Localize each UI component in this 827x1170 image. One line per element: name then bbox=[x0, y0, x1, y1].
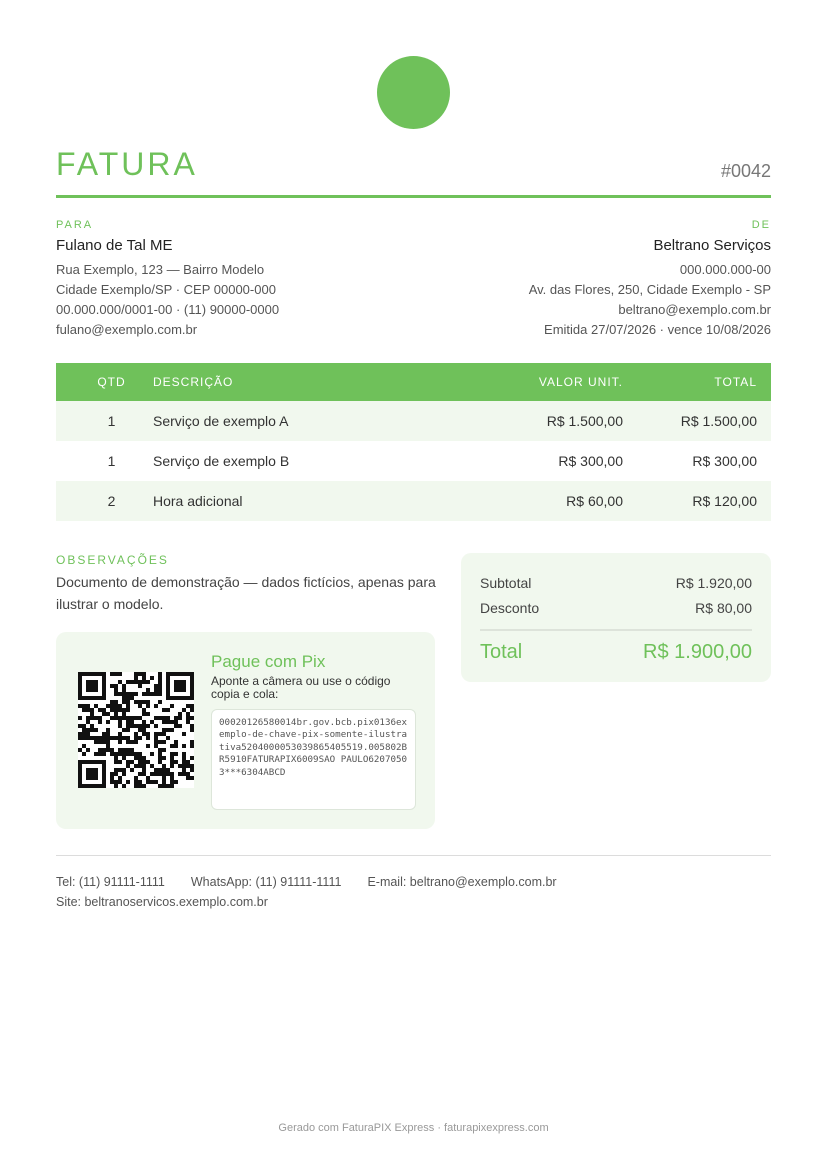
bill-to-name: Fulano de Tal ME bbox=[56, 237, 173, 254]
row-qty: 1 bbox=[56, 401, 153, 441]
footer-divider bbox=[56, 855, 771, 856]
discount-row bbox=[480, 600, 752, 616]
contact-email: E-mail: beltrano@exemplo.com.br bbox=[367, 875, 557, 889]
notes-block bbox=[56, 553, 441, 615]
items-table bbox=[56, 363, 771, 521]
issuer-label: DE bbox=[751, 219, 771, 231]
row-unit-price: R$ 300,00 bbox=[558, 453, 623, 469]
row-total: R$ 300,00 bbox=[692, 453, 757, 469]
row-total: R$ 120,00 bbox=[623, 481, 771, 521]
total-value: R$ 1.900,00 bbox=[643, 641, 752, 663]
pix-title: Pague com Pix bbox=[211, 652, 326, 671]
header-divider bbox=[56, 195, 771, 198]
row-qty: 1 bbox=[107, 453, 116, 469]
qr-code-icon[interactable] bbox=[78, 672, 194, 788]
row-total: R$ 1.500,00 bbox=[623, 401, 771, 441]
row-description: Hora adicional bbox=[153, 481, 463, 521]
row-unit-price: R$ 1.500,00 bbox=[463, 401, 623, 441]
generated-by-footer: Gerado com FaturaPIX Express · faturapixexpress.com bbox=[278, 1122, 549, 1134]
table-header-row bbox=[56, 363, 771, 401]
invoice-title: FATURA bbox=[56, 146, 198, 182]
totals-divider bbox=[480, 629, 752, 631]
row-description: Serviço de exemplo A bbox=[153, 401, 463, 441]
bill-to-block bbox=[56, 219, 376, 340]
subtotal-value: R$ 1.920,00 bbox=[675, 575, 752, 591]
notes-label: OBSERVAÇÕES bbox=[56, 553, 169, 567]
totals-card bbox=[461, 553, 771, 682]
bill-to-label: PARA bbox=[56, 219, 94, 231]
bill-to-email: fulano@exemplo.com.br bbox=[56, 322, 198, 337]
issuer-email: beltrano@exemplo.com.br bbox=[618, 302, 771, 317]
contact-whatsapp: WhatsApp: (11) 91111-1111 bbox=[190, 875, 342, 889]
discount-value: R$ 80,00 bbox=[695, 600, 752, 616]
table-row bbox=[56, 481, 771, 521]
pix-copy-paste-code[interactable]: 00020126580014br.gov.bcb.pix0136exemplo-de-chave-pix-somente-ilustrativa5204000053039865405519.005802BR5910FATURAPIX6009SAO PAULO62070503***6304ABCD bbox=[211, 709, 416, 810]
header-unit-price: VALOR UNIT. bbox=[463, 363, 623, 401]
row-description: Serviço de exemplo B bbox=[153, 453, 290, 469]
subtotal-label: Subtotal bbox=[480, 575, 532, 591]
table-row bbox=[56, 401, 771, 441]
company-logo bbox=[377, 56, 450, 129]
subtotal-row bbox=[480, 575, 752, 591]
issuer-name: Beltrano Serviços bbox=[653, 237, 771, 254]
table-row bbox=[56, 441, 771, 481]
grand-total-row bbox=[480, 641, 752, 664]
contact-phone: Tel: (11) 91111-1111 bbox=[56, 875, 165, 889]
header-description: DESCRIÇÃO bbox=[153, 363, 463, 401]
invoice-number: #0042 bbox=[720, 161, 771, 181]
discount-label: Desconto bbox=[480, 600, 540, 616]
bill-to-document: 00.000.000/0001-00 · (11) 90000-0000 bbox=[56, 302, 280, 317]
row-unit-price: R$ 60,00 bbox=[463, 481, 623, 521]
notes-text: Documento de demonstração — dados fictícios, apenas para ilustrar o modelo. bbox=[56, 574, 436, 612]
bill-to-city: Cidade Exemplo/SP · CEP 00000-000 bbox=[56, 282, 276, 297]
issuer-block bbox=[431, 219, 771, 340]
issuer-address: Av. das Flores, 250, Cidade Exemplo - SP bbox=[528, 282, 771, 297]
issue-due-dates: Emitida 27/07/2026 · vence 10/08/2026 bbox=[544, 322, 771, 337]
pix-payment-card bbox=[56, 632, 435, 829]
pix-instructions: Aponte a câmera ou use o código copia e cola: bbox=[211, 674, 391, 701]
total-label: Total bbox=[480, 641, 523, 663]
bill-to-address: Rua Exemplo, 123 — Bairro Modelo bbox=[56, 262, 265, 277]
issuer-document: 000.000.000-00 bbox=[679, 262, 771, 277]
contact-site: Site: beltranoservicos.exemplo.com.br bbox=[56, 895, 268, 909]
row-qty: 2 bbox=[56, 481, 153, 521]
header-total: TOTAL bbox=[623, 363, 771, 401]
contact-info bbox=[56, 872, 771, 912]
header-qty: QTD bbox=[56, 363, 153, 401]
